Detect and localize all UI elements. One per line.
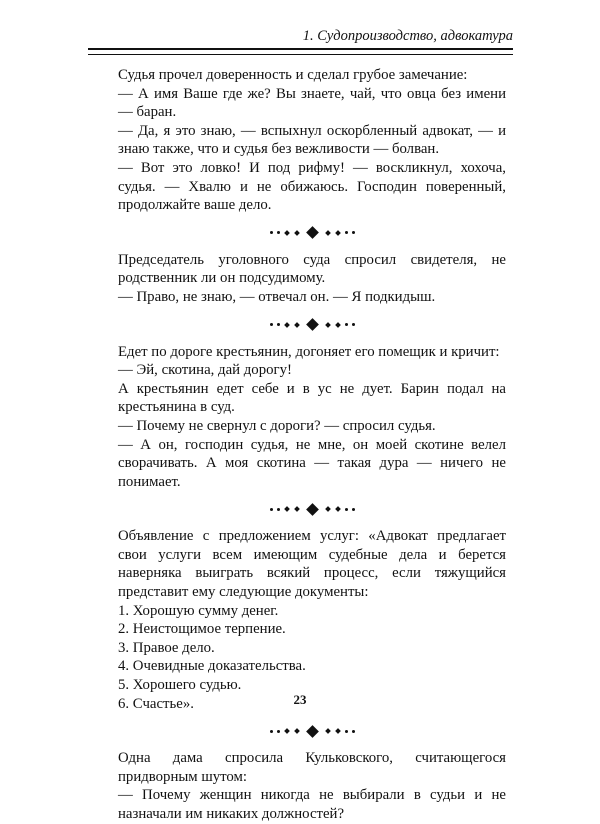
section-divider-ornament	[118, 221, 506, 245]
section-divider-ornament	[118, 719, 506, 743]
paragraph: Едет по дороге крестьянин, догоняет его помещик и кричит:	[118, 343, 500, 360]
paragraph: А крестьянин едет себе и в ус не дует. Барин подал на крестьянина в суд.	[118, 380, 506, 416]
running-header	[88, 28, 513, 56]
paragraph: — Право, не знаю, — отвечал он. — Я подкидыш.	[118, 288, 436, 305]
paragraph: Председатель уголовного суда спросил свидетеля, не родственник ли он подсудимому.	[118, 251, 506, 287]
paragraph: — Почему не свернул с дороги? — спросил судья.	[118, 417, 436, 434]
paragraph: — Вот это ловко! И под рифму! — воскликнул, хохоча, судья. — Хвалю и не обижаюсь. Господин поверенный, продолжайте ваше дело.	[118, 159, 506, 214]
paragraph: — А он, господин судья, не мне, он моей скотине велел сворачивать. А моя скотина — такая дура — ничего не понимает.	[118, 436, 506, 490]
header-rule	[88, 48, 513, 55]
list-item: 4. Очевидные доказательства.	[118, 658, 306, 675]
joke-block	[118, 343, 506, 492]
section-divider-ornament	[118, 497, 506, 521]
joke-block	[118, 66, 506, 215]
page-content	[118, 66, 506, 824]
list-item: 3. Правое дело.	[118, 639, 215, 656]
joke-block	[118, 749, 506, 823]
paragraph: — Почему женщин никогда не выбирали в судьи и не назначали им никаких должностей?	[118, 787, 506, 822]
list-item: 5. Хорошего судью.	[118, 677, 242, 694]
list-item: 1. Хорошую сумму денег.	[118, 602, 279, 619]
paragraph: — Эй, скотина, дай дорогу!	[118, 362, 292, 379]
section-divider-ornament	[118, 313, 506, 337]
running-header-title: 1. Судопроизводство, адвокатура	[302, 28, 513, 44]
joke-block	[118, 251, 506, 307]
paragraph: Одна дама спросила Кульковского, считающегося придворным шутом:	[118, 750, 506, 785]
paragraph: Объявление с предложением услуг: «Адвокат предлагает свои услуги всем имеющим судебные дела и берется наверняка выиграть всякий процесс, если тяжущийся представит ему следующие документы:	[118, 528, 506, 601]
paragraph: — Да, я это знаю, — вспыхнул оскорбленный адвокат, — и знаю также, что и судья без вежливости — болван.	[118, 122, 506, 158]
list-item: 2. Неистощимое терпение.	[118, 621, 286, 638]
list-item: 6. Счастье».	[118, 695, 194, 712]
paragraph: — А имя Ваше где же? Вы знаете, чай, что овца без имени — баран.	[118, 85, 506, 121]
paragraph: Судья прочел доверенность и сделал грубое замечание:	[118, 67, 468, 83]
joke-block	[118, 527, 506, 713]
page-number: 23	[293, 692, 307, 707]
